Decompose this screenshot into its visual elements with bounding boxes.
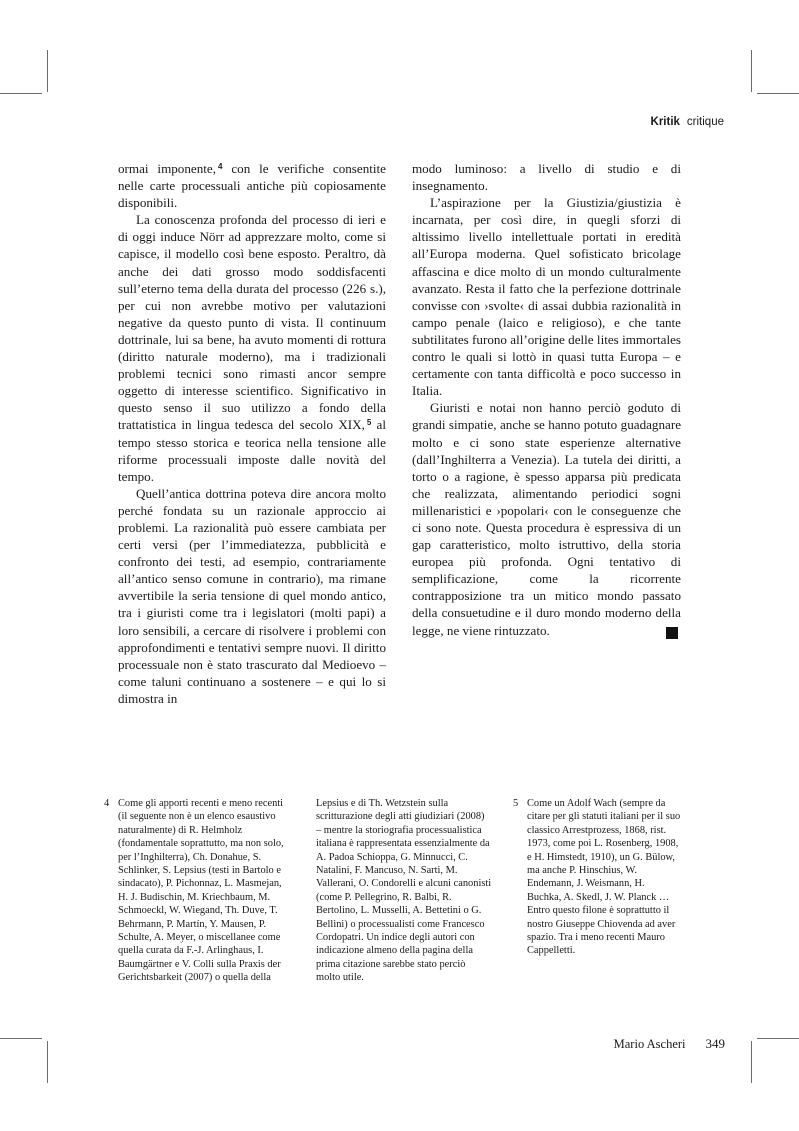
page-footer [614, 1036, 725, 1052]
page-number: 349 [705, 1036, 725, 1051]
paragraph: L’aspirazione per la Giustizia/giustizia è incarnata, per così dire, in quegli sforzi di altissimo livello intellettuale portati in eredità all’Europa moderna. Quel sofisticato bricolage affascina e dice molto di un mondo culturalmente avanzato. Resta il fatto che la perfezione dottrinale convisse con ›svolte‹ di assai dubbia razionalità in campo penale (laico e religioso), e che tante subtilitates furono all’origine delle lites immortales contro le quali si lottò in quasi tutta Europa – e certamente con tanta difficoltà e poco successo in Italia. [412, 195, 681, 399]
footnote-number: 5 [513, 798, 519, 809]
footnote-reference[interactable]: 4 [217, 162, 223, 171]
footnote-number: 4 [104, 798, 110, 809]
crop-mark [751, 1041, 752, 1083]
footnote-text: Come gli apporti recenti e meno recenti (il seguente non è un elenco esaustivo naturalmente) di R. Helmholz (fondamentale soprattutto, ma non solo, per l’Inghilterra), Ch. Donahue, S. Schlinker, S. Lepsius (testi in Bartolo e sindacato), P. Pichonnaz, L. Masmejan, H. J. Budischin, M. Kriechbaum, M. Schmoeckl, W. Wiegand, Th. Duve, T. Behrmann, P. Martín, Y. Mausen, P. Schulte, A. Meyer, o miscellanee come quella curata da F.-J. Arlinghaus, I. Baumgärtner e V. Colli sulla Praxis der Gerichtsbarkeit (2007) o quella della [118, 798, 284, 984]
footnote-reference[interactable]: 5 [366, 418, 372, 428]
section-title: Kritik [650, 116, 680, 128]
crop-mark [757, 93, 799, 94]
paragraph: modo luminoso: a livello di studio e di insegnamento. [412, 161, 681, 194]
footnote-text: Lepsius e di Th. Wetzstein sulla scritturazione degli atti giudiziari (2008) – mentre la storiografia processualistica italiana è rappresentata essenzialmente da A. Padoa Schioppa, G. Minnucci, C. Natalini, F. Mancuso, N. Sarti, M. Vallerani, O. Condorelli e alcuni canonisti (come P. Pellegrino, R. Balbi, R. Bertolino, L. Musselli, A. Bettetini o G. Bellini) o processualisti come Francesco Cordopatri. Un indice degli autori con indicazione almeno della pagina della prima citazione sarebbe stato perciò molto utile. [316, 798, 492, 984]
left-text-column [118, 160, 386, 707]
paragraph: ormai imponente, $^4$ con le verifiche consentite nelle carte processuali antiche più copiosamente disponibili. [118, 161, 386, 211]
footnote-text: Come un Adolf Wach (sempre da citare per gli statuti italiani per il suo classico Arrestprozess, 1868, rist. 1973, come poi L. Rosenberg, 1908, e H. Himstedt, 1910), un G. Bülow, ma anche P. Hinschius, W. Endemann, J. Weismann, H. Buchka, A. Skedl, J. W. Planck … Entro questo filone è soprattutto il nostro Giuseppe Chiovenda ad aver spazio. Tra i meno recenti Mauro Cappelletti. [527, 798, 681, 957]
crop-mark [47, 1041, 48, 1083]
paragraph: La conoscenza profonda del processo di ieri e di oggi induce Nörr ad apprezzare molto, come si capisce, il modello così bene esposto. Peraltro, dà anche dei dati grosso modo soddisfacenti sull’eterno tema della durata del processo (226 s.), per cui non avrebbe motivo per valutazioni negative da questo punto di vista. Il continuum dottrinale, lui sa bene, ha avuto momenti di rottura (diritto naturale moderno), ma i tradizionali problemi tecnici sono rimasti ancor sempre oggetto di interesse scientifico. Significativo in questo senso il suo utilizzo a fondo della trattatistica in lingua tedesca del secolo XIX, $^5$ al tempo stesso storica e teorica nella tensione alle riforme processuali imposte dalle novità del tempo. [118, 212, 386, 484]
section-subtitle: critique [686, 116, 724, 128]
footnote [104, 797, 294, 985]
footnote-continuation [316, 797, 492, 985]
right-text-column [412, 160, 681, 639]
crop-mark [751, 50, 752, 92]
crop-mark [0, 1038, 42, 1039]
crop-mark [0, 93, 42, 94]
paragraph: Giuristi e notai non hanno perciò goduto di grandi simpatie, anche se hanno potuto guadagnare molto e ci sono state esperienze alternative (dall’Inghilterra a Venezia). La tutela dei diritti, a torto o a ragione, è spesso apparsa più predicata che realizzata, alimentando periodici sogni millenaristici e ›popolari‹ con le conseguenze che ci sono note. Questa procedura è espressiva di un gap caratteristico, molto istruttivo, della storia europea più profonda. Ogni tentativo di semplificazione, come la ricorrente contrapposizione tra un mitico mondo passato della consuetudine e il duro mondo moderno della legge, ne viene rintuzzato. [412, 400, 681, 638]
author-name: Mario Ascheri [613, 1037, 686, 1051]
end-of-article-mark [666, 627, 678, 639]
running-header [651, 116, 724, 128]
crop-mark [757, 1038, 799, 1039]
footnote [513, 797, 681, 958]
crop-mark [47, 50, 48, 92]
paragraph: Quell’antica dottrina poteva dire ancora molto perché fondata su un razionale approccio ai problemi. La razionalità può essere cambiata per certi versi (per l’immediatezza, pubblicità e confronto dei testi, ad esempio, contrariamente all’antico senso comune in contrario), ma rimane avvertibile la seria tensione di quel mondo antico, tra i giuristi come tra i legislatori (molti papi) a loro sensibili, a cercare di risolvere i problemi con approfondimenti e tentativi sempre nuovi. Il diritto processuale non è stato trascurato dal Medioevo – come taluni continuano a sostenere – e qui lo si dimostra in [118, 485, 386, 706]
